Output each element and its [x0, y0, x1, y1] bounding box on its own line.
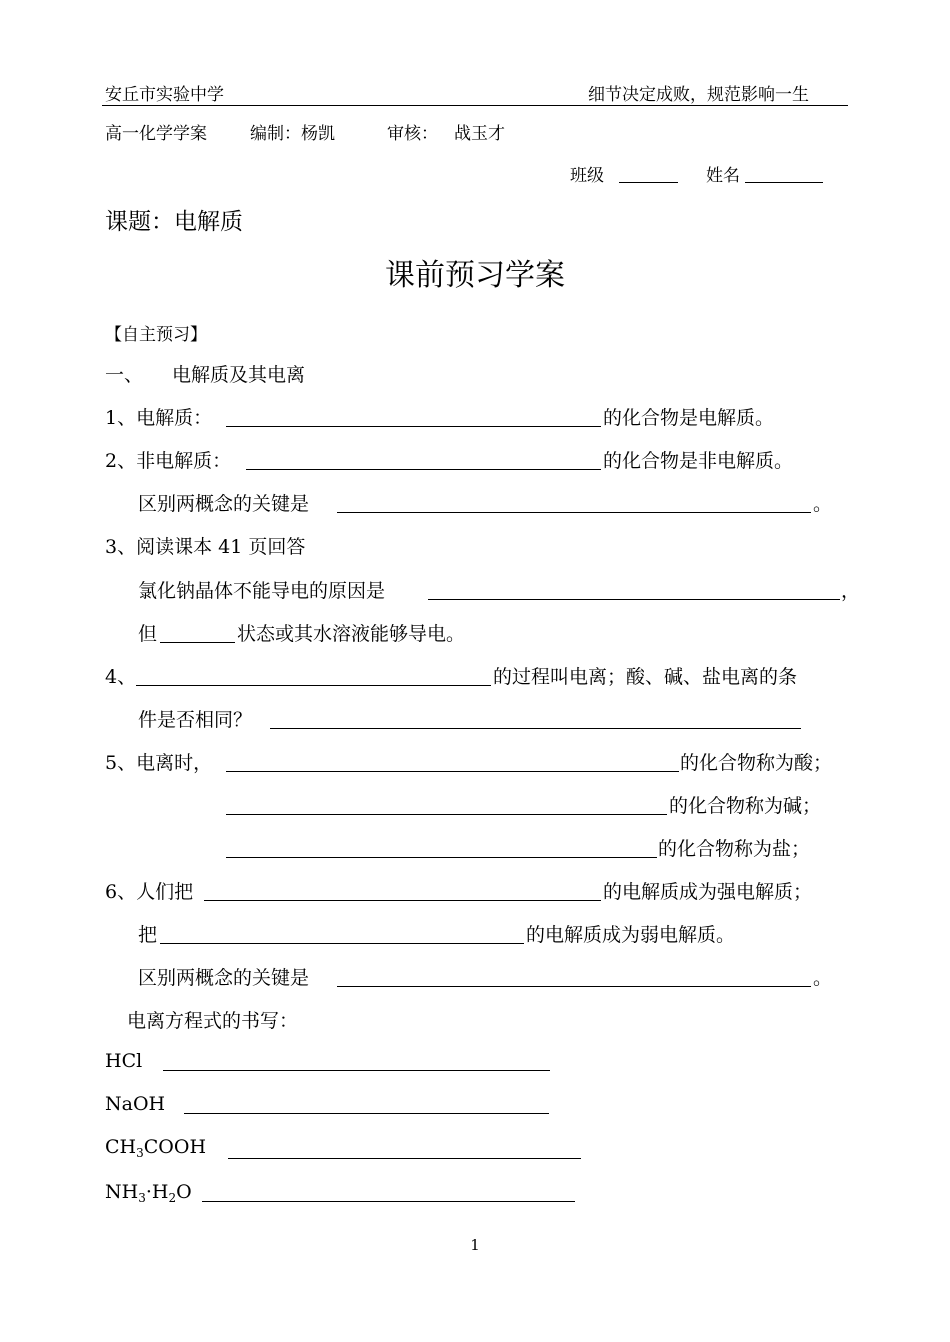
- q6-weak: 的电解质成为弱电解质。: [526, 924, 736, 946]
- equations-title: 电离方程式的书写：: [127, 1010, 299, 1032]
- eq-naoh-blank[interactable]: [184, 1093, 549, 1118]
- q4-cont-blank[interactable]: [270, 708, 801, 733]
- eq-ch3cooh-label: [105, 1136, 206, 1160]
- name-field[interactable]: [745, 162, 823, 187]
- q6-b-label: 把: [138, 924, 158, 946]
- q5-base-blank[interactable]: [226, 794, 667, 819]
- reviewer-label: 审核：: [387, 124, 438, 144]
- q2-label: 2、非电解质：: [105, 450, 232, 472]
- eq-ch3cooh-sub: 3: [136, 1146, 144, 1160]
- q6-key-suffix: 。: [813, 967, 833, 989]
- eq-hcl-label: HCl: [105, 1050, 143, 1072]
- q3-b-label: 但: [138, 623, 158, 645]
- q4-cont: 件是否相同？: [138, 709, 253, 731]
- section1-number: 一、: [105, 364, 144, 386]
- q2-blank[interactable]: [246, 449, 601, 474]
- q3-a-suffix: ，: [841, 580, 861, 602]
- q4-blank[interactable]: [136, 665, 491, 690]
- q2-suffix: 的化合物是非电解质。: [603, 450, 794, 472]
- subject: 高一化学学案: [105, 124, 207, 144]
- q6-strong: 的电解质成为强电解质；: [603, 881, 813, 903]
- q6-key-blank[interactable]: [337, 966, 811, 991]
- q3-b-suffix: 状态或其水溶液能够导电。: [237, 623, 466, 645]
- q1-label: 1、电解质：: [105, 407, 213, 429]
- q6-weak-blank[interactable]: [160, 923, 524, 948]
- school-name: 安丘市实验中学: [105, 85, 224, 105]
- eq-nh3h2o-label: [105, 1181, 192, 1205]
- q1-blank[interactable]: [226, 406, 601, 431]
- motto: 细节决定成败，规范影响一生: [588, 85, 809, 105]
- class-label: 班级: [570, 166, 604, 186]
- eq-ch3cooh-part1: CH: [105, 1136, 137, 1158]
- q2-key-label: 区别两概念的关键是: [138, 493, 310, 515]
- editor: 编制：杨凯: [250, 124, 335, 144]
- eq-nh3h2o-part3: O: [176, 1181, 192, 1203]
- page-number: 1: [470, 1236, 480, 1254]
- eq-hcl-blank[interactable]: [163, 1050, 550, 1075]
- q5-salt-blank[interactable]: [226, 837, 657, 862]
- class-field[interactable]: [619, 162, 678, 187]
- page-title: 课前预习学案: [385, 258, 565, 293]
- q3-a-blank[interactable]: [428, 579, 840, 604]
- topic: 课题：电解质: [105, 209, 243, 235]
- section-tag: 【自主预习】: [105, 325, 207, 345]
- eq-nh3h2o-sub1: 3: [138, 1191, 146, 1205]
- eq-nh3h2o-blank[interactable]: [202, 1181, 575, 1206]
- q4-label: 4、: [105, 666, 137, 688]
- section1-title: 电解质及其电离: [172, 364, 306, 386]
- eq-nh3h2o-part2: ·H: [145, 1181, 169, 1203]
- q3-a-label: 氯化钠晶体不能导电的原因是: [138, 580, 386, 602]
- eq-nh3h2o-part1: NH: [105, 1181, 139, 1203]
- q3-title: 3、阅读课本 41 页回答: [105, 536, 306, 558]
- q4-suffix: 的过程叫电离；酸、碱、盐电离的条: [493, 666, 798, 688]
- q5-acid-blank[interactable]: [226, 751, 679, 776]
- eq-nh3h2o-sub2: 2: [168, 1191, 177, 1205]
- q5-acid: 的化合物称为酸；: [680, 752, 833, 774]
- q5-base: 的化合物称为碱；: [669, 795, 822, 817]
- q5-label: 5、电离时，: [105, 752, 213, 774]
- q3-b-blank[interactable]: [160, 622, 235, 647]
- q1-suffix: 的化合物是电解质。: [603, 407, 775, 429]
- eq-ch3cooh-part2: COOH: [143, 1136, 207, 1158]
- q6-strong-blank[interactable]: [204, 880, 601, 905]
- q6-label: 6、人们把: [105, 881, 194, 903]
- eq-ch3cooh-blank[interactable]: [228, 1138, 581, 1163]
- q2-key-blank[interactable]: [337, 492, 811, 517]
- reviewer: 战玉才: [454, 124, 505, 144]
- q6-key-label: 区别两概念的关键是: [138, 967, 310, 989]
- name-label: 姓名: [706, 166, 740, 186]
- q2-key-suffix: 。: [813, 493, 833, 515]
- q5-salt: 的化合物称为盐；: [658, 838, 811, 860]
- eq-naoh-label: NaOH: [105, 1093, 166, 1115]
- header-rule: [102, 105, 848, 106]
